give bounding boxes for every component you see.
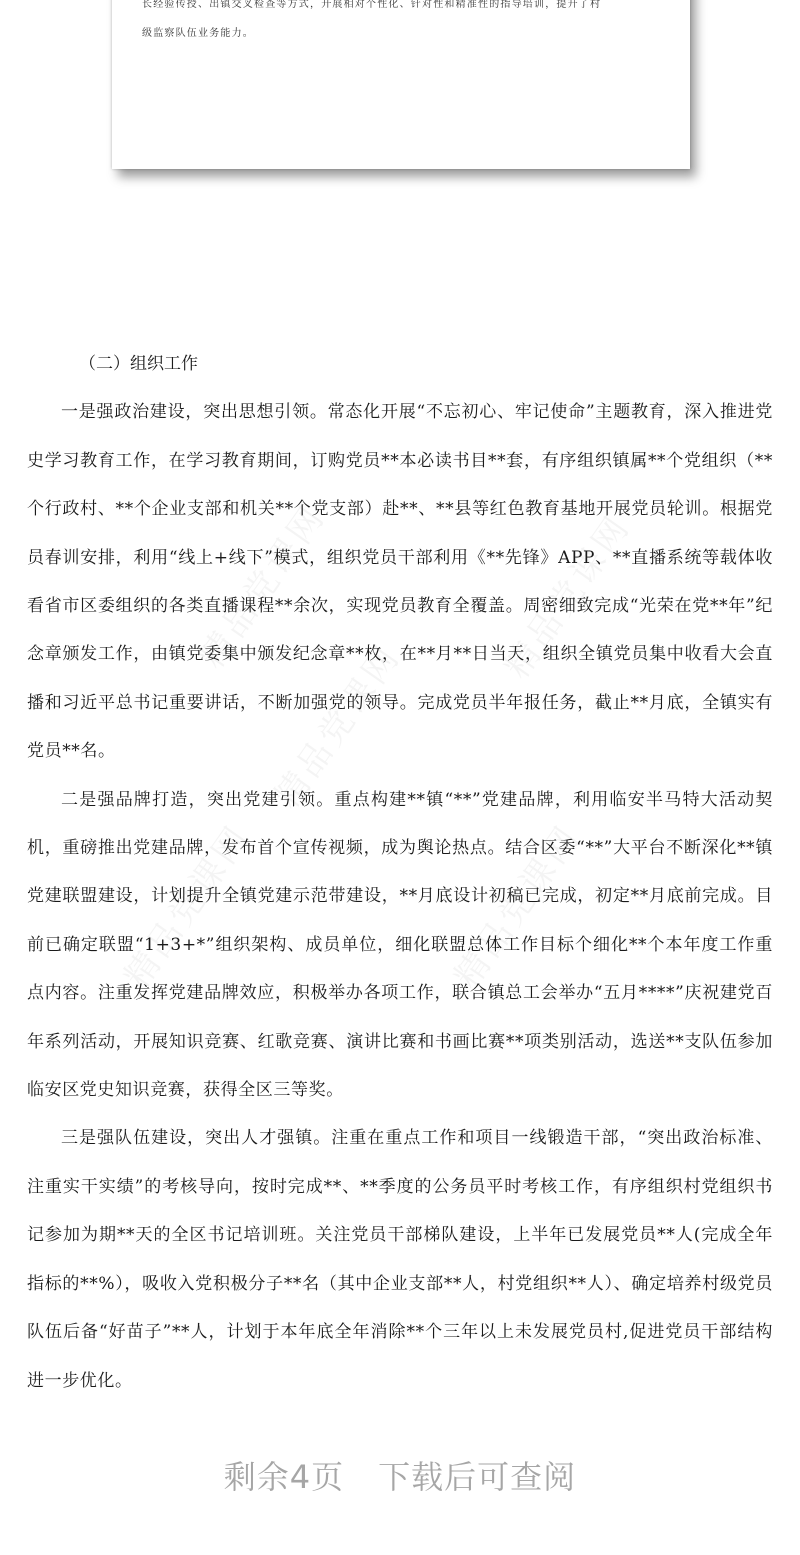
previous-page-preview xyxy=(112,0,690,169)
watermark: 精品党课网 xyxy=(191,497,334,676)
paragraph-team-building: 三是强队伍建设，突出人才强镇。注重在重点工作和项目一线锻造干部，“突出政治标准、注重实干实绩”的考核导向，按时完成**、**季度的公务员平时考核工作，有序组织村党组织书记参加为期**天的全区书记培训班。关注党员干部梯队建设，上半年已发展党员**人(完成全年指标的**%），吸收入党积极分子**名（其中企业支部**人，村党组织**人）、确定培养村级党员队伍后备“好苗子”**人，计划于本年底全年消除**个三年以上未发展党员村,促进党员干部结构进一步优化。 xyxy=(27,1128,773,1391)
paragraph-brand-building: 二是强品牌打造，突出党建引领。重点构建**镇“**”党建品牌，利用临安半马特大活动契机，重磅推出党建品牌，发布首个宣传视频，成为舆论热点。结合区委“**”大平台不断深化**镇党建联盟建设，计划提升全镇党建示范带建设，**月底设计初稿已完成，初定**月底前完成。目前已确定联盟“1+3+*”组织架构、成员单位，细化联盟总体工作目标个细化**个本年度工作重点内容。注重发挥党建品牌效应，积极举办各项工作，联合镇总工会举办“五月****”庆祝建党百年系列活动，开展知识竞赛、红歌竞赛、演讲比赛和书画比赛**项类别活动，选送**支队伍参加临安区党史知识竞赛，获得全区三等奖。 xyxy=(27,789,773,1101)
download-to-view-prompt[interactable] xyxy=(0,1452,800,1498)
document-body xyxy=(27,340,773,1405)
watermark: 精品党课网 xyxy=(116,817,259,996)
preview-text-line: 长经验传授、出镇交叉检查等方式，开展相对个性化、针对性和精准性的指导培训，提升了村 xyxy=(142,0,602,10)
watermark: 精品党课网 xyxy=(266,637,409,816)
watermark: 精品党课网 xyxy=(496,507,639,686)
paragraph-political-building: 一是强政治建设，突出思想引领。常态化开展“不忘初心、牢记使命”主题教育，深入推进党史学习教育工作，在学习教育期间，订购党员**本必读书目**套，有序组织镇属**个党组织（**个行政村、**个企业支部和机关**个党支部）赴**、**县等红色教育基地开展党员轮训。根据党员春训安排，利用“线上+线下”模式，组织党员干部利用《**先锋》APP、**直播系统等载体收看省市区委组织的各类直播课程**余次，实现党员教育全覆盖。周密细致完成“光荣在党**年”纪念章颁发工作，由镇党委集中颁发纪念章**枚，在**月**日当天，组织全镇党员集中收看大会直播和习近平总书记重要讲话，不断加强党的领导。完成党员半年报任务，截止**月底，全镇实有党员**名。 xyxy=(27,402,773,762)
watermark: 精品党课网 xyxy=(446,817,589,996)
section-heading: （二）组织工作 xyxy=(79,354,198,374)
preview-text-line: 级监察队伍业务能力。 xyxy=(142,28,254,39)
remaining-pages-label: 剩余4页 xyxy=(223,1458,345,1496)
download-prompt-label: 下载后可查阅 xyxy=(378,1458,577,1496)
